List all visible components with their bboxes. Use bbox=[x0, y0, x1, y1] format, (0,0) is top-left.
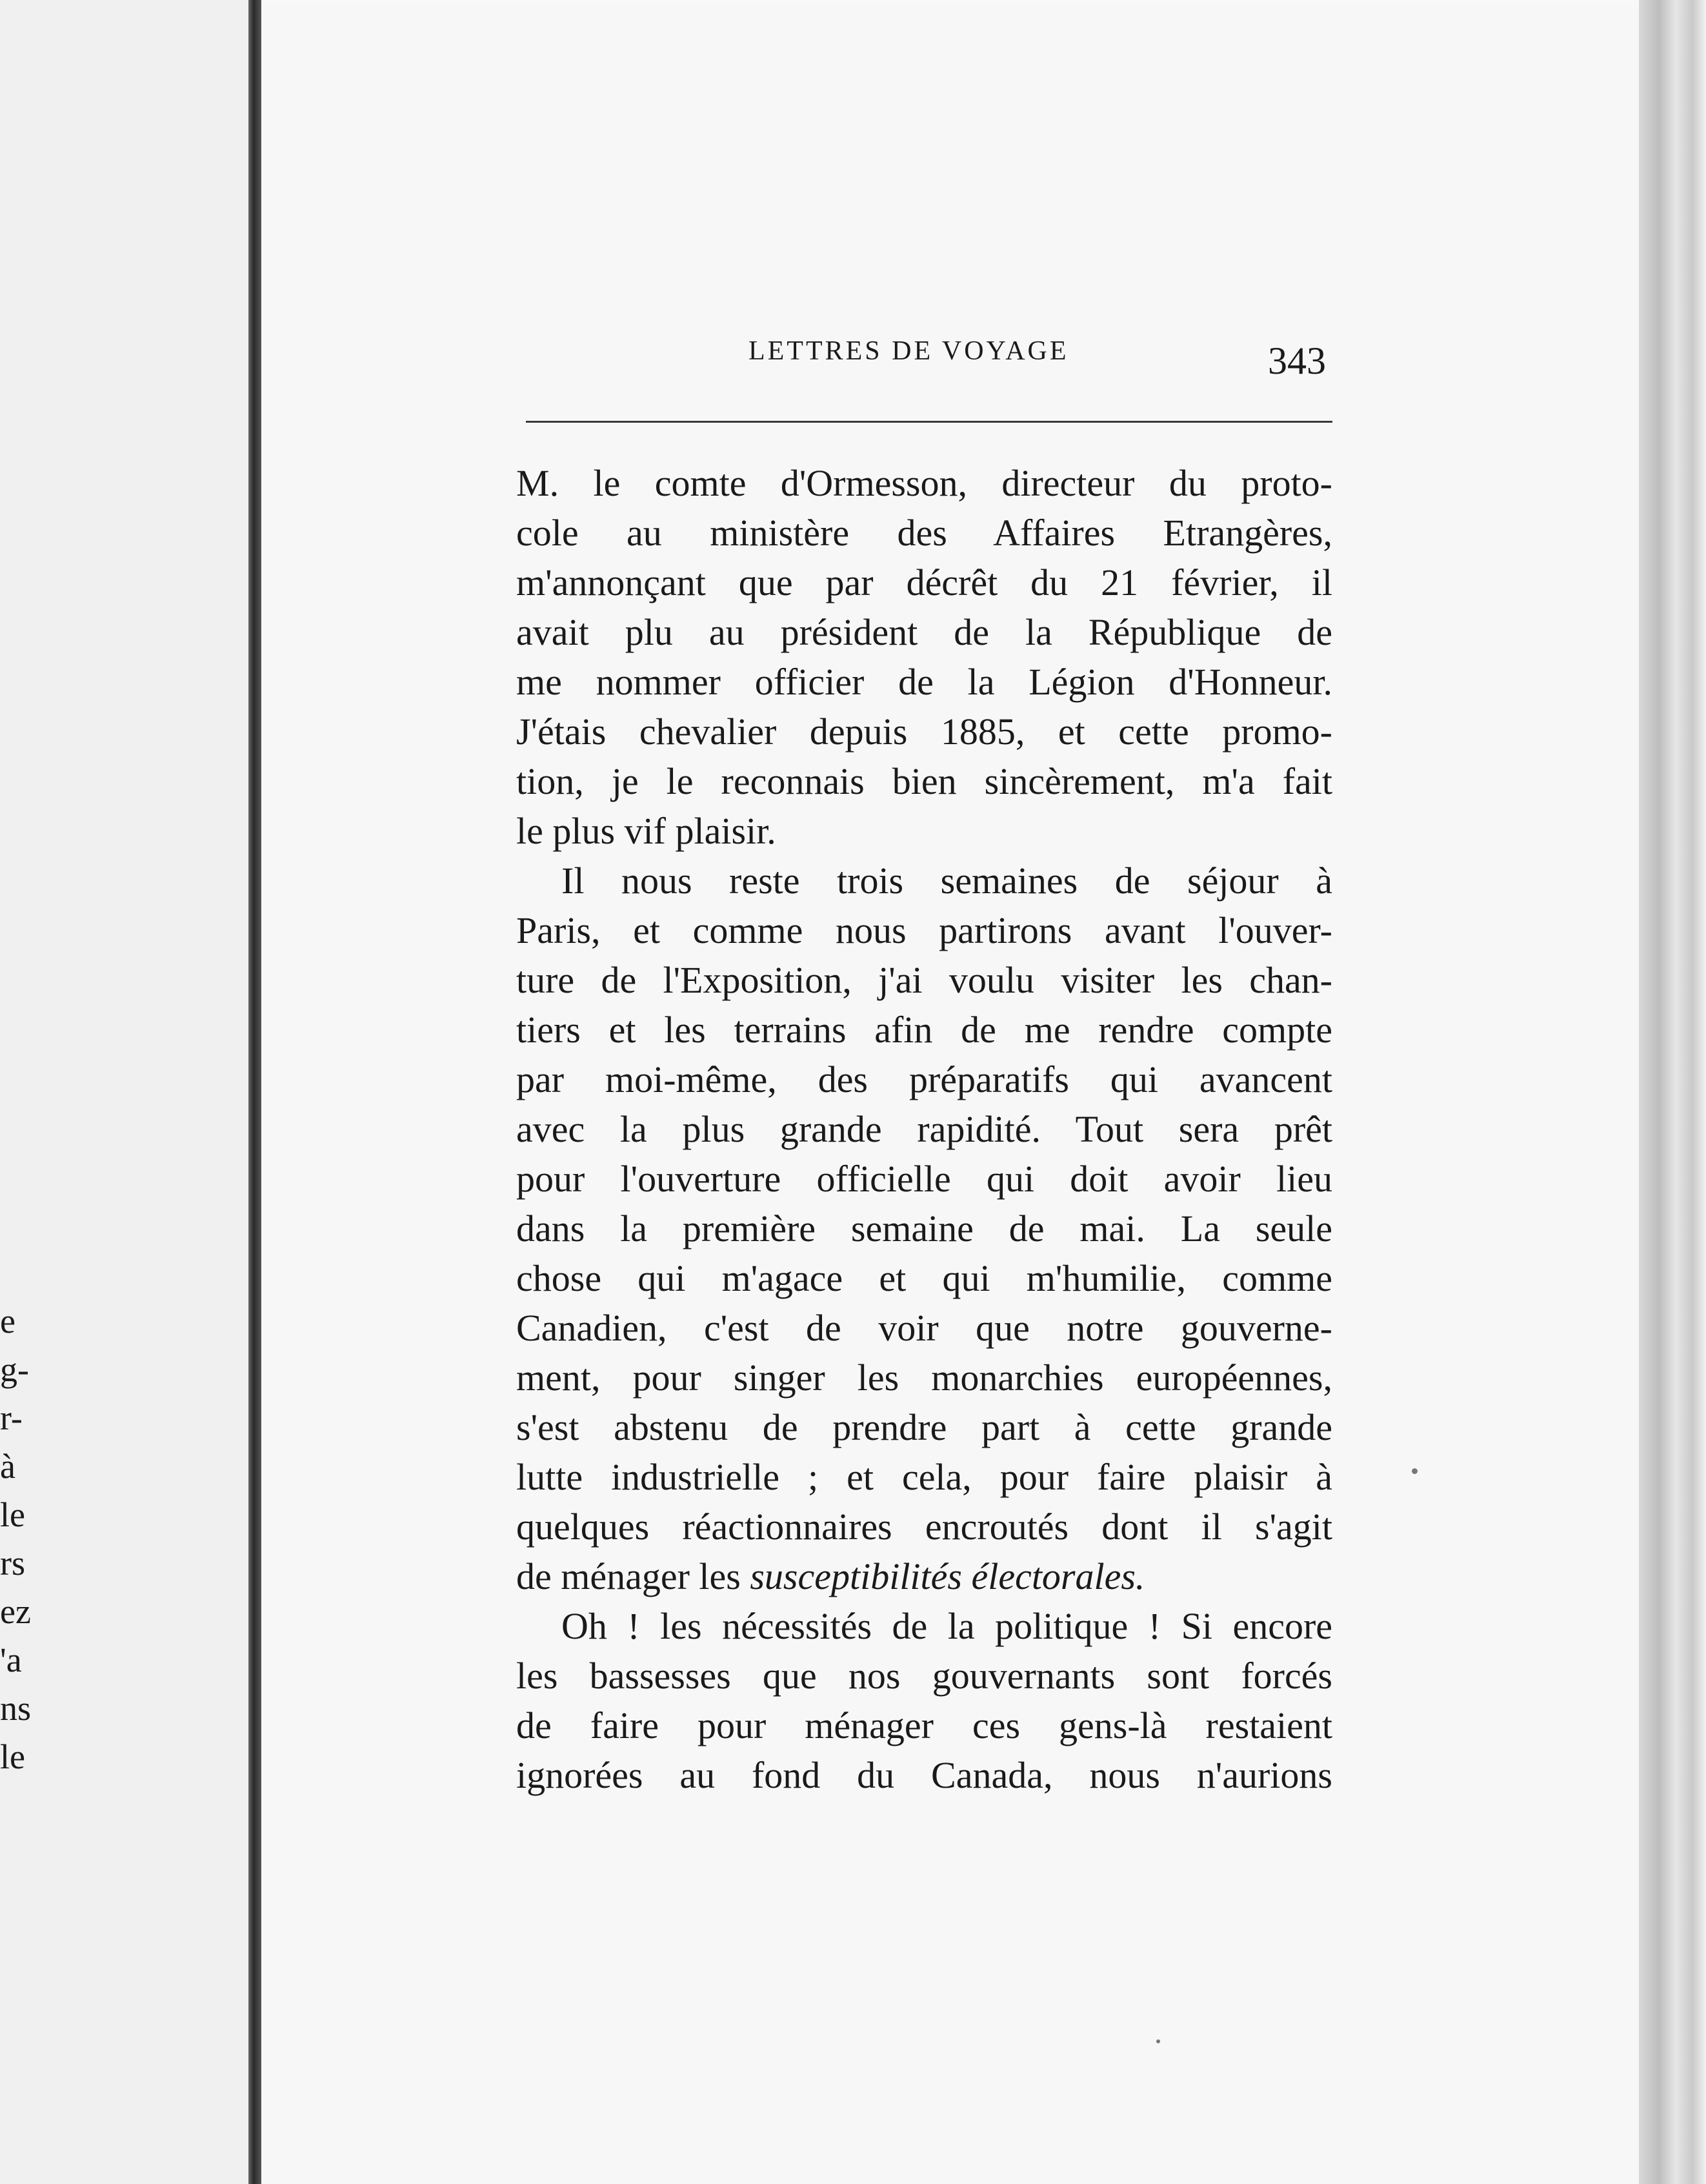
text-line bbox=[516, 458, 1332, 508]
line-text: Paris, et comme nous partirons avant l'ouver- bbox=[516, 909, 1332, 951]
book-gutter bbox=[248, 0, 261, 2184]
line-text: avec la plus grande rapidité. Tout sera prêt bbox=[516, 1108, 1332, 1150]
left-fragment: g- bbox=[0, 1350, 29, 1389]
text-line bbox=[516, 1154, 1332, 1204]
text-line bbox=[516, 1303, 1332, 1353]
line-text: chose qui m'agace et qui m'humilie, comme bbox=[516, 1257, 1332, 1299]
line-text: Canadien, c'est de voir que notre gouverne- bbox=[516, 1307, 1332, 1349]
header-rule bbox=[526, 421, 1332, 423]
text-line bbox=[516, 1601, 1332, 1651]
text-line bbox=[516, 1204, 1332, 1253]
text-line bbox=[516, 1104, 1332, 1154]
text-line bbox=[516, 856, 1332, 905]
text-line bbox=[516, 1055, 1332, 1104]
line-text: tion, je le reconnais bien sincèrement, m'a fait bbox=[516, 760, 1332, 802]
line-text: ment, pour singer les monarchies européennes, bbox=[516, 1357, 1332, 1399]
page-stack-edge bbox=[1639, 0, 1706, 2184]
text-line bbox=[516, 1253, 1332, 1303]
text-line bbox=[516, 607, 1332, 657]
text-line bbox=[516, 756, 1332, 806]
text-line bbox=[516, 1552, 1332, 1601]
left-fragment: ez bbox=[0, 1592, 31, 1631]
text-line bbox=[516, 1452, 1332, 1502]
text-line bbox=[516, 558, 1332, 607]
left-fragment: rs bbox=[0, 1544, 25, 1582]
left-fragment: e bbox=[0, 1302, 15, 1340]
left-facing-page bbox=[0, 0, 248, 2184]
text-line bbox=[516, 1651, 1332, 1701]
text-line bbox=[516, 1353, 1332, 1402]
line-text: avait plu au président de la République de bbox=[516, 611, 1332, 653]
line-text: le plus vif plaisir. bbox=[516, 810, 776, 852]
running-title: LETTRES DE VOYAGE bbox=[748, 336, 1069, 366]
line-text: me nommer officier de la Légion d'Honneur. bbox=[516, 661, 1332, 703]
text-line bbox=[516, 1750, 1332, 1800]
line-text: s'est abstenu de prendre part à cette grande bbox=[516, 1406, 1332, 1448]
left-fragment: le bbox=[0, 1737, 25, 1776]
line-text: les bassesses que nos gouvernants sont forcés bbox=[516, 1655, 1332, 1697]
left-fragment: le bbox=[0, 1495, 25, 1534]
text-line bbox=[516, 1701, 1332, 1750]
italic-phrase: susceptibilités électorales. bbox=[750, 1555, 1145, 1597]
line-text: tiers et les terrains afin de me rendre compte bbox=[516, 1009, 1332, 1051]
line-text: lutte industrielle ; et cela, pour faire plaisir à bbox=[516, 1456, 1332, 1498]
line-text: M. le comte d'Ormesson, directeur du proto- bbox=[516, 462, 1332, 504]
line-text: m'annonçant que par décrêt du 21 février, il bbox=[516, 561, 1332, 603]
left-fragment: à bbox=[0, 1447, 15, 1486]
line-text: ignorées au fond du Canada, nous n'aurions bbox=[516, 1754, 1332, 1796]
line-text: Il nous reste trois semaines de séjour à bbox=[561, 860, 1332, 902]
dust-speck bbox=[1412, 1468, 1418, 1474]
page-number: 343 bbox=[1268, 339, 1326, 382]
text-line bbox=[516, 707, 1332, 756]
dust-speck bbox=[1156, 2039, 1160, 2043]
text-line bbox=[516, 905, 1332, 955]
line-text: de faire pour ménager ces gens-là restaient bbox=[516, 1704, 1332, 1746]
line-text: de ménager les bbox=[516, 1555, 750, 1597]
text-line bbox=[516, 1502, 1332, 1552]
left-fragment: 'a bbox=[0, 1641, 22, 1679]
text-line bbox=[516, 806, 1332, 856]
text-line bbox=[516, 1005, 1332, 1055]
text-line bbox=[516, 657, 1332, 707]
line-text: pour l'ouverture officielle qui doit avoir lieu bbox=[516, 1158, 1332, 1200]
line-text: cole au ministère des Affaires Etrangères, bbox=[516, 512, 1332, 554]
left-fragment: r- bbox=[0, 1399, 23, 1437]
text-line bbox=[516, 508, 1332, 558]
body-text bbox=[516, 458, 1332, 1800]
text-line bbox=[516, 1402, 1332, 1452]
line-text: J'étais chevalier depuis 1885, et cette promo- bbox=[516, 711, 1332, 753]
text-line bbox=[516, 955, 1332, 1005]
left-fragment: ns bbox=[0, 1689, 32, 1728]
line-text: par moi-même, des préparatifs qui avancent bbox=[516, 1058, 1332, 1100]
line-text: quelques réactionnaires encroutés dont il s'agit bbox=[516, 1506, 1332, 1548]
line-text: Oh ! les nécessités de la politique ! Si encore bbox=[561, 1605, 1332, 1647]
line-text: dans la première semaine de mai. La seule bbox=[516, 1208, 1332, 1249]
line-text: ture de l'Exposition, j'ai voulu visiter les chan- bbox=[516, 959, 1332, 1001]
